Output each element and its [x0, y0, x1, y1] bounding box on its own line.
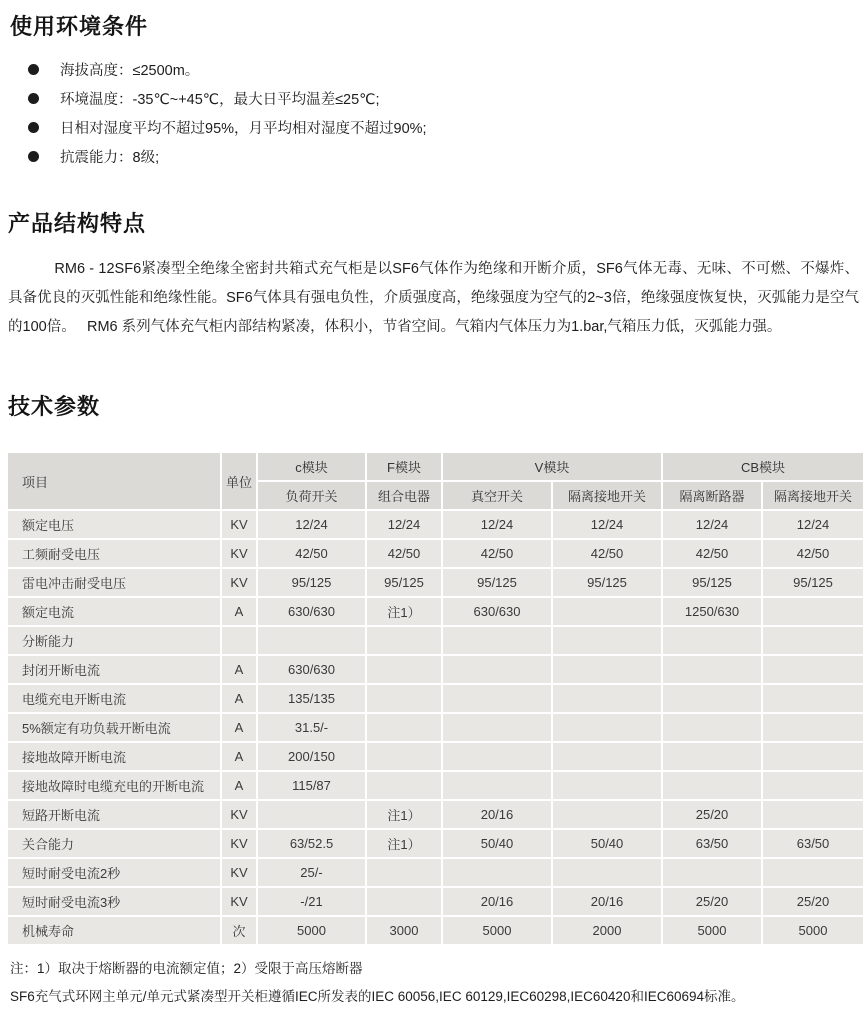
- param-value-cell: 630/630: [258, 656, 365, 683]
- header-cell-combined-apparatus: 组合电器: [367, 482, 441, 509]
- section-structure: [8, 207, 859, 342]
- standards-note: SF6充气式环网主单元/单元式紧凑型开关柜遵循IEC所发表的IEC 60056,IEC 60129,IEC60298,IEC60420和IEC60694标准。: [10, 989, 745, 1004]
- param-value-cell: [443, 627, 551, 654]
- table-row: [8, 714, 863, 741]
- param-value-cell: 2000: [553, 917, 661, 944]
- table-row: [8, 627, 863, 654]
- param-unit-cell: A: [222, 656, 256, 683]
- param-name-cell: 接地故障时电缆充电的开断电流: [8, 772, 220, 799]
- param-value-cell: [258, 627, 365, 654]
- param-value-cell: [663, 859, 761, 886]
- param-name-cell: 封闭开断电流: [8, 656, 220, 683]
- environment-section-title: 使用环境条件: [10, 14, 149, 39]
- param-value-cell: 注1）: [367, 801, 441, 828]
- param-value-cell: [367, 627, 441, 654]
- param-value-cell: 5000: [258, 917, 365, 944]
- parameters-section-title: 技术参数: [8, 394, 101, 419]
- param-value-cell: 95/125: [553, 569, 661, 596]
- param-value-cell: 50/40: [443, 830, 551, 857]
- param-value-cell: [553, 743, 661, 770]
- param-value-cell: 630/630: [443, 598, 551, 625]
- table-row: [8, 511, 863, 538]
- param-name-cell: 接地故障开断电流: [8, 743, 220, 770]
- table-body: [8, 511, 863, 944]
- param-value-cell: [367, 743, 441, 770]
- param-value-cell: [553, 685, 661, 712]
- param-value-cell: [763, 685, 863, 712]
- header-cell-module-f: F模块: [367, 453, 441, 480]
- section-parameters: [8, 390, 859, 1011]
- param-value-cell: [443, 859, 551, 886]
- param-value-cell: [763, 656, 863, 683]
- param-name-cell: 工频耐受电压: [8, 540, 220, 567]
- param-value-cell: 200/150: [258, 743, 365, 770]
- param-value-cell: 95/125: [367, 569, 441, 596]
- param-value-cell: [553, 656, 661, 683]
- table-row: [8, 743, 863, 770]
- param-unit-cell: KV: [222, 801, 256, 828]
- param-value-cell: 25/-: [258, 859, 365, 886]
- param-value-cell: [663, 714, 761, 741]
- param-value-cell: [663, 743, 761, 770]
- param-value-cell: [443, 714, 551, 741]
- param-name-cell: 关合能力: [8, 830, 220, 857]
- param-unit-cell: A: [222, 714, 256, 741]
- param-value-cell: 5000: [663, 917, 761, 944]
- table-row: [8, 569, 863, 596]
- table-row: [8, 830, 863, 857]
- bullet-icon: [28, 93, 39, 104]
- param-value-cell: 115/87: [258, 772, 365, 799]
- param-value-cell: 95/125: [443, 569, 551, 596]
- header-cell-isolating-earthing-switch-cb: 隔离接地开关: [763, 482, 863, 509]
- param-value-cell: 12/24: [258, 511, 365, 538]
- param-value-cell: 12/24: [443, 511, 551, 538]
- param-value-cell: [663, 656, 761, 683]
- param-unit-cell: KV: [222, 888, 256, 915]
- param-value-cell: [367, 714, 441, 741]
- table-row: [8, 917, 863, 944]
- param-value-cell: 20/16: [443, 888, 551, 915]
- parameters-table: [6, 451, 865, 946]
- header-cell-isolating-earthing-switch-v: 隔离接地开关: [553, 482, 661, 509]
- header-cell-module-v: V模块: [443, 453, 661, 480]
- param-value-cell: [763, 714, 863, 741]
- structure-section-title: 产品结构特点: [8, 211, 147, 236]
- param-value-cell: [763, 859, 863, 886]
- param-value-cell: 31.5/-: [258, 714, 365, 741]
- param-value-cell: 注1）: [367, 598, 441, 625]
- param-value-cell: [443, 656, 551, 683]
- param-unit-cell: A: [222, 772, 256, 799]
- param-value-cell: [443, 685, 551, 712]
- header-cell-module-c: c模块: [258, 453, 365, 480]
- param-value-cell: [553, 859, 661, 886]
- param-name-cell: 短时耐受电流2秒: [8, 859, 220, 886]
- param-value-cell: 12/24: [763, 511, 863, 538]
- param-value-cell: 95/125: [763, 569, 863, 596]
- param-value-cell: [367, 685, 441, 712]
- param-value-cell: [553, 772, 661, 799]
- param-name-cell: 电缆充电开断电流: [8, 685, 220, 712]
- list-item-text: 海拔高度：≤2500m。: [60, 63, 200, 79]
- param-value-cell: [553, 598, 661, 625]
- param-value-cell: 63/52.5: [258, 830, 365, 857]
- table-row: [8, 540, 863, 567]
- environment-list: [8, 55, 859, 171]
- header-cell-item: 项目: [8, 453, 220, 509]
- param-value-cell: 63/50: [663, 830, 761, 857]
- param-value-cell: [258, 801, 365, 828]
- param-value-cell: [553, 627, 661, 654]
- param-value-cell: 63/50: [763, 830, 863, 857]
- param-name-cell: 短路开断电流: [8, 801, 220, 828]
- list-item: [8, 113, 859, 142]
- param-value-cell: 95/125: [663, 569, 761, 596]
- param-value-cell: 25/20: [663, 888, 761, 915]
- table-row: [8, 888, 863, 915]
- table-row: [8, 772, 863, 799]
- param-value-cell: [663, 627, 761, 654]
- param-value-cell: 12/24: [553, 511, 661, 538]
- param-value-cell: [367, 772, 441, 799]
- param-unit-cell: KV: [222, 511, 256, 538]
- param-value-cell: [763, 801, 863, 828]
- param-value-cell: 3000: [367, 917, 441, 944]
- param-unit-cell: [222, 627, 256, 654]
- param-name-cell: 额定电压: [8, 511, 220, 538]
- param-value-cell: 25/20: [663, 801, 761, 828]
- param-value-cell: 42/50: [367, 540, 441, 567]
- param-value-cell: [663, 685, 761, 712]
- table-row: [8, 859, 863, 886]
- param-value-cell: [367, 888, 441, 915]
- param-value-cell: [367, 656, 441, 683]
- list-item-text: 环境温度：-35℃~+45℃，最大日平均温差≤25℃;: [60, 92, 380, 108]
- list-item-text: 抗震能力：8级;: [60, 150, 160, 166]
- param-value-cell: 42/50: [763, 540, 863, 567]
- bullet-icon: [28, 64, 39, 75]
- notes-block: [8, 955, 859, 1011]
- param-unit-cell: KV: [222, 569, 256, 596]
- param-value-cell: [763, 772, 863, 799]
- param-value-cell: [367, 859, 441, 886]
- param-value-cell: 50/40: [553, 830, 661, 857]
- table-row: [8, 656, 863, 683]
- bullet-icon: [28, 151, 39, 162]
- param-value-cell: [663, 772, 761, 799]
- param-value-cell: [763, 627, 863, 654]
- header-cell-module-cb: CB模块: [663, 453, 863, 480]
- param-value-cell: 注1）: [367, 830, 441, 857]
- param-value-cell: 135/135: [258, 685, 365, 712]
- header-cell-isolating-breaker: 隔离断路器: [663, 482, 761, 509]
- param-value-cell: 12/24: [663, 511, 761, 538]
- param-unit-cell: KV: [222, 830, 256, 857]
- param-value-cell: 42/50: [443, 540, 551, 567]
- param-value-cell: 42/50: [553, 540, 661, 567]
- table-row: [8, 598, 863, 625]
- param-value-cell: [553, 801, 661, 828]
- list-item-text: 日相对湿度平均不超过95%，月平均相对湿度不超过90%;: [60, 121, 427, 137]
- param-value-cell: 42/50: [663, 540, 761, 567]
- param-value-cell: 1250/630: [663, 598, 761, 625]
- param-value-cell: [553, 714, 661, 741]
- param-value-cell: 12/24: [367, 511, 441, 538]
- param-value-cell: [763, 743, 863, 770]
- param-name-cell: 5%额定有功负载开断电流: [8, 714, 220, 741]
- table-row: [8, 685, 863, 712]
- param-value-cell: 25/20: [763, 888, 863, 915]
- param-value-cell: 95/125: [258, 569, 365, 596]
- table-header: [8, 453, 863, 509]
- table-row: [8, 801, 863, 828]
- param-unit-cell: KV: [222, 859, 256, 886]
- list-item: [8, 84, 859, 113]
- param-unit-cell: A: [222, 598, 256, 625]
- param-value-cell: 5000: [763, 917, 863, 944]
- param-name-cell: 分断能力: [8, 627, 220, 654]
- param-value-cell: -/21: [258, 888, 365, 915]
- param-value-cell: 42/50: [258, 540, 365, 567]
- footnote: 注：1）取决于熔断器的电流额定值；2）受限于高压熔断器: [10, 961, 363, 976]
- param-value-cell: [443, 772, 551, 799]
- param-unit-cell: 次: [222, 917, 256, 944]
- table-header-row-groups: [8, 453, 863, 480]
- list-item: [8, 55, 859, 84]
- section-environment: [8, 10, 859, 171]
- structure-paragraph: RM6 - 12SF6紧凑型全绝缘全密封共箱式充气柜是以SF6气体作为绝缘和开断介质，SF6气体无毒、无味、不可燃、不爆炸、具备优良的灭弧性能和绝缘性能。SF6气体具有强电负性，介质强度高，绝缘强度为空气的2~3倍，绝缘强度恢复快，灭弧能力是空气的100倍。 RM6 系列气体充气柜内部结构紧凑，体积小，节省空间。气箱内气体压力为1.bar,气箱压力低，灭弧能力强。: [8, 261, 859, 335]
- param-name-cell: 雷电冲击耐受电压: [8, 569, 220, 596]
- param-name-cell: 额定电流: [8, 598, 220, 625]
- param-value-cell: 20/16: [553, 888, 661, 915]
- param-unit-cell: A: [222, 743, 256, 770]
- param-name-cell: 短时耐受电流3秒: [8, 888, 220, 915]
- param-name-cell: 机械寿命: [8, 917, 220, 944]
- header-cell-load-switch: 负荷开关: [258, 482, 365, 509]
- header-cell-vacuum-switch: 真空开关: [443, 482, 551, 509]
- bullet-icon: [28, 122, 39, 133]
- list-item: [8, 142, 859, 171]
- param-value-cell: 5000: [443, 917, 551, 944]
- param-unit-cell: A: [222, 685, 256, 712]
- param-value-cell: 20/16: [443, 801, 551, 828]
- header-cell-unit: 单位: [222, 453, 256, 509]
- param-value-cell: 630/630: [258, 598, 365, 625]
- param-unit-cell: KV: [222, 540, 256, 567]
- param-value-cell: [763, 598, 863, 625]
- param-value-cell: [443, 743, 551, 770]
